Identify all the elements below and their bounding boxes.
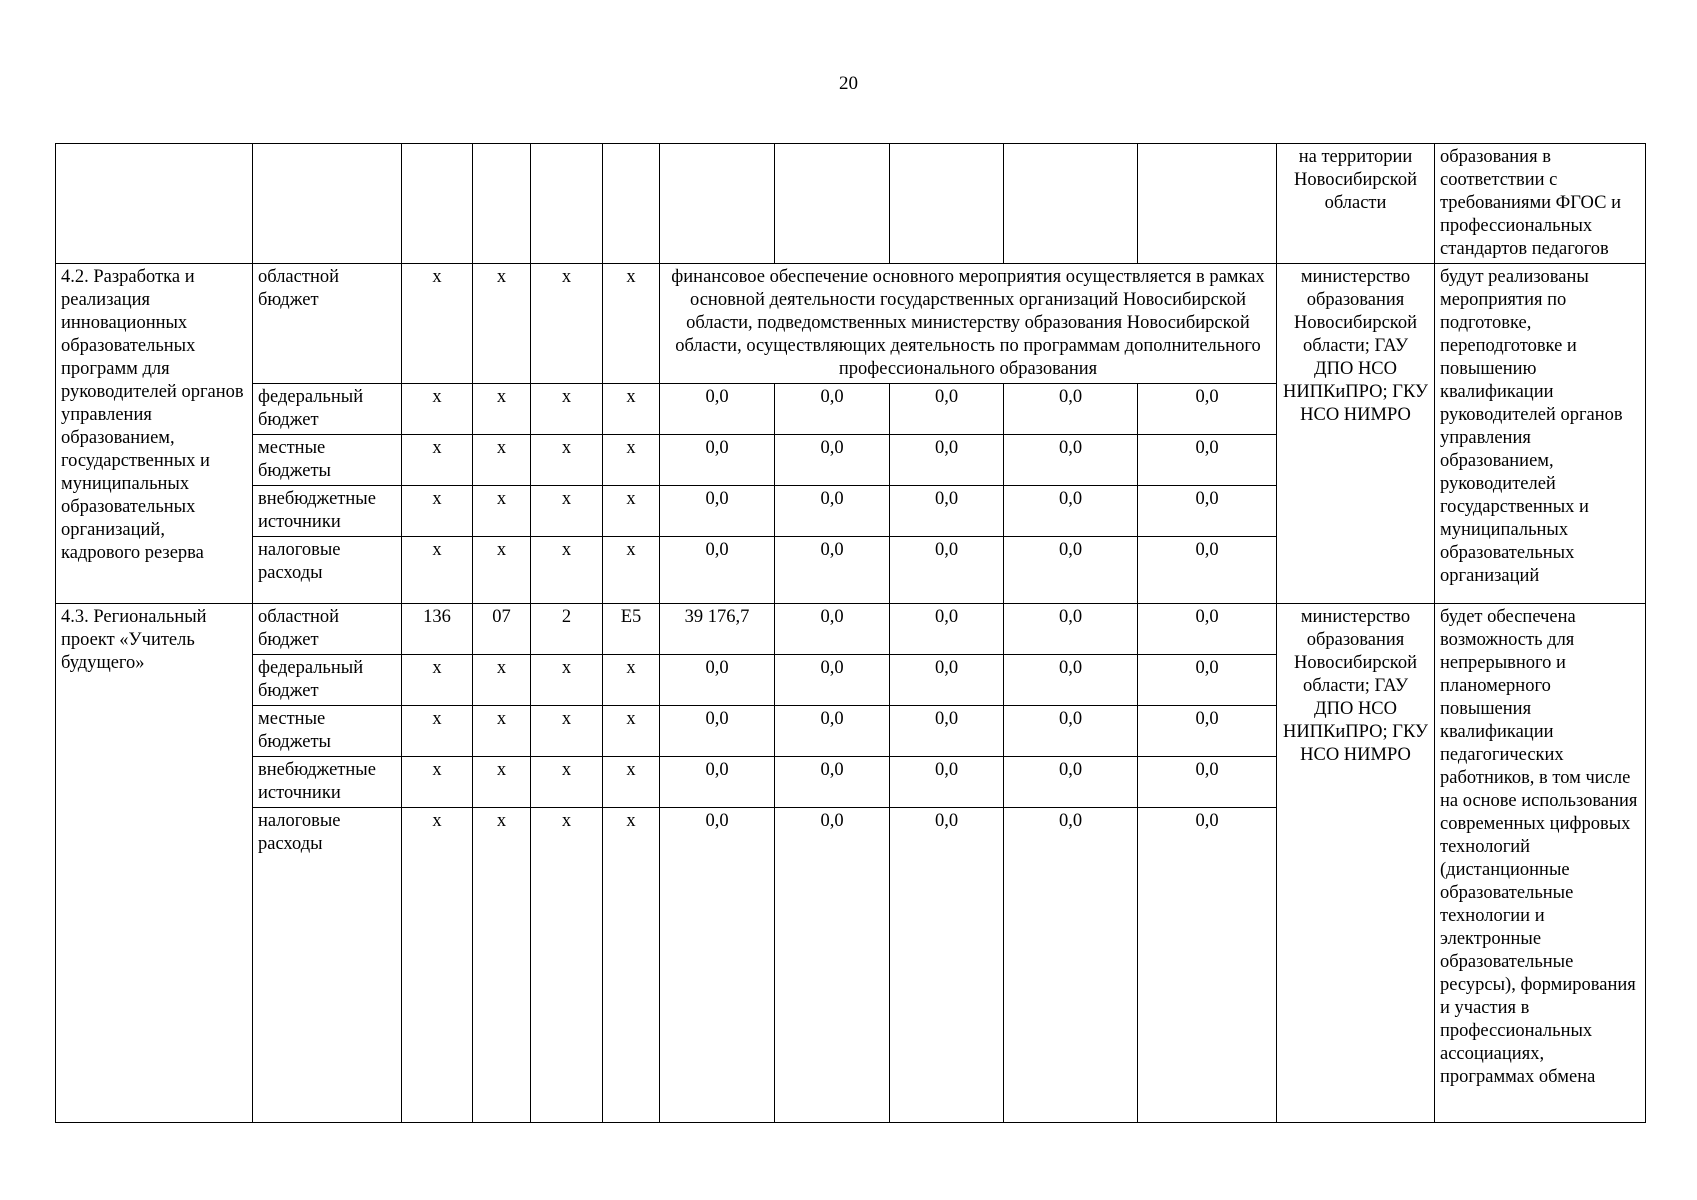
value-cell: 0,0 — [775, 604, 890, 655]
value-cell: 0,0 — [1004, 486, 1138, 537]
code-cell: х — [402, 537, 473, 604]
result-cell: будет обеспечена возможность для непрерывного и планомерного повышения квалификации педагогических работников, в том числе на основе использования современных цифровых технологий (дистанционные образовательные технологии и электронные образовательные ресурсы), формирования и участия в профессиональных ассоциациях, программах обмена — [1435, 604, 1646, 1123]
value-cell: 0,0 — [775, 486, 890, 537]
code-cell: х — [603, 757, 660, 808]
source-cell: внебюджетные источники — [253, 757, 402, 808]
code-cell: х — [402, 435, 473, 486]
value-cell: 0,0 — [660, 486, 775, 537]
source-cell: областной бюджет — [253, 264, 402, 384]
value-cell: 0,0 — [890, 655, 1004, 706]
code-cell: х — [531, 264, 603, 384]
code-cell: х — [473, 264, 531, 384]
code-cell: х — [603, 808, 660, 1123]
source-cell: налоговые расходы — [253, 537, 402, 604]
result-cell: образования в соответствии с требованиями ФГОС и профессиональных стандартов педагогов — [1435, 144, 1646, 264]
code-cell: х — [531, 537, 603, 604]
code-cell: х — [531, 757, 603, 808]
code-cell: х — [402, 808, 473, 1123]
empty-cell — [56, 144, 253, 264]
code-cell: х — [402, 757, 473, 808]
source-cell: местные бюджеты — [253, 706, 402, 757]
value-cell: 0,0 — [1138, 757, 1277, 808]
value-cell: 0,0 — [660, 435, 775, 486]
empty-cell — [1138, 144, 1277, 264]
code-cell: х — [531, 486, 603, 537]
value-cell: 0,0 — [660, 757, 775, 808]
value-cell: 0,0 — [1138, 808, 1277, 1123]
activity-cell: 4.3. Региональный проект «Учитель будущего» — [56, 604, 253, 1123]
value-cell: 0,0 — [660, 706, 775, 757]
code-cell: х — [473, 537, 531, 604]
empty-cell — [1004, 144, 1138, 264]
value-cell: 0,0 — [1138, 655, 1277, 706]
source-cell: областной бюджет — [253, 604, 402, 655]
code-cell: х — [473, 435, 531, 486]
value-cell: 0,0 — [775, 808, 890, 1123]
empty-cell — [660, 144, 775, 264]
value-cell: 0,0 — [890, 808, 1004, 1123]
value-cell: 0,0 — [660, 384, 775, 435]
source-cell: местные бюджеты — [253, 435, 402, 486]
value-cell: 0,0 — [1138, 537, 1277, 604]
result-cell: будут реализованы мероприятия по подготовке, переподготовке и повышению квалификации руководителей органов управления образованием, руководителей государственных и муниципальных образовательных организаций — [1435, 264, 1646, 604]
code-cell: х — [473, 384, 531, 435]
value-cell: 0,0 — [1138, 486, 1277, 537]
value-cell: 0,0 — [1004, 655, 1138, 706]
code-cell: х — [531, 384, 603, 435]
code-cell: х — [473, 757, 531, 808]
activity-cell: 4.2. Разработка и реализация инновационных образовательных программ для руководителей органов управления образованием, государственных и муниципальных образовательных организаций, кадрового резерва — [56, 264, 253, 604]
value-cell: 0,0 — [1004, 384, 1138, 435]
code-cell: х — [402, 706, 473, 757]
code-cell: х — [531, 808, 603, 1123]
source-cell: федеральный бюджет — [253, 384, 402, 435]
code-cell: 2 — [531, 604, 603, 655]
code-cell: х — [603, 264, 660, 384]
value-cell: 0,0 — [775, 537, 890, 604]
value-cell: 0,0 — [1138, 706, 1277, 757]
empty-cell — [253, 144, 402, 264]
continued-row — [56, 144, 1646, 264]
code-cell: х — [402, 486, 473, 537]
code-cell: 07 — [473, 604, 531, 655]
value-cell: 0,0 — [890, 604, 1004, 655]
source-cell: налоговые расходы — [253, 808, 402, 1123]
empty-cell — [603, 144, 660, 264]
code-cell: х — [603, 384, 660, 435]
code-cell: 136 — [402, 604, 473, 655]
source-cell: федеральный бюджет — [253, 655, 402, 706]
financing-note-cell: финансовое обеспечение основного мероприятия осуществляется в рамках основной деятельности государственных организаций Новосибирской области, подведомственных министерству образования Новосибирской области, осуществляющих деятельность по программам дополнительного профессионального образования — [660, 264, 1277, 384]
source-cell: внебюджетные источники — [253, 486, 402, 537]
empty-cell — [473, 144, 531, 264]
empty-cell — [775, 144, 890, 264]
code-cell: х — [603, 435, 660, 486]
code-cell: х — [473, 655, 531, 706]
value-cell: 0,0 — [1138, 604, 1277, 655]
value-cell: 0,0 — [775, 757, 890, 808]
value-cell: 0,0 — [660, 808, 775, 1123]
code-cell: х — [402, 655, 473, 706]
value-cell: 0,0 — [1004, 537, 1138, 604]
code-cell: х — [402, 264, 473, 384]
code-cell: х — [402, 384, 473, 435]
value-cell: 0,0 — [890, 384, 1004, 435]
value-cell: 0,0 — [775, 706, 890, 757]
empty-cell — [890, 144, 1004, 264]
table-row — [56, 264, 1646, 384]
code-cell: х — [531, 435, 603, 486]
activity-financing-table — [55, 143, 1646, 1123]
table-row — [56, 604, 1646, 655]
value-cell: 0,0 — [1004, 757, 1138, 808]
code-cell: х — [603, 706, 660, 757]
value-cell: 0,0 — [890, 435, 1004, 486]
value-cell: 0,0 — [775, 435, 890, 486]
value-cell: 0,0 — [890, 757, 1004, 808]
value-cell: 0,0 — [890, 537, 1004, 604]
code-cell: х — [473, 808, 531, 1123]
empty-cell — [531, 144, 603, 264]
code-cell: х — [603, 655, 660, 706]
code-cell: х — [531, 706, 603, 757]
code-cell: х — [531, 655, 603, 706]
code-cell: х — [603, 486, 660, 537]
value-cell: 0,0 — [775, 655, 890, 706]
value-cell: 0,0 — [1004, 808, 1138, 1123]
value-cell: 0,0 — [1138, 435, 1277, 486]
code-cell: Е5 — [603, 604, 660, 655]
value-cell: 0,0 — [660, 537, 775, 604]
value-cell: 39 176,7 — [660, 604, 775, 655]
value-cell: 0,0 — [890, 706, 1004, 757]
code-cell: х — [473, 486, 531, 537]
value-cell: 0,0 — [1004, 706, 1138, 757]
value-cell: 0,0 — [775, 384, 890, 435]
value-cell: 0,0 — [1004, 435, 1138, 486]
code-cell: х — [473, 706, 531, 757]
value-cell: 0,0 — [1004, 604, 1138, 655]
executor-cell: министерство образования Новосибирской области; ГАУ ДПО НСО НИПКиПРО; ГКУ НСО НИМРО — [1277, 604, 1435, 1123]
empty-cell — [402, 144, 473, 264]
executor-cell: на территории Новосибирской области — [1277, 144, 1435, 264]
value-cell: 0,0 — [890, 486, 1004, 537]
executor-cell: министерство образования Новосибирской области; ГАУ ДПО НСО НИПКиПРО; ГКУ НСО НИМРО — [1277, 264, 1435, 604]
code-cell: х — [603, 537, 660, 604]
page-number: 20 — [839, 73, 858, 94]
value-cell: 0,0 — [1138, 384, 1277, 435]
value-cell: 0,0 — [660, 655, 775, 706]
